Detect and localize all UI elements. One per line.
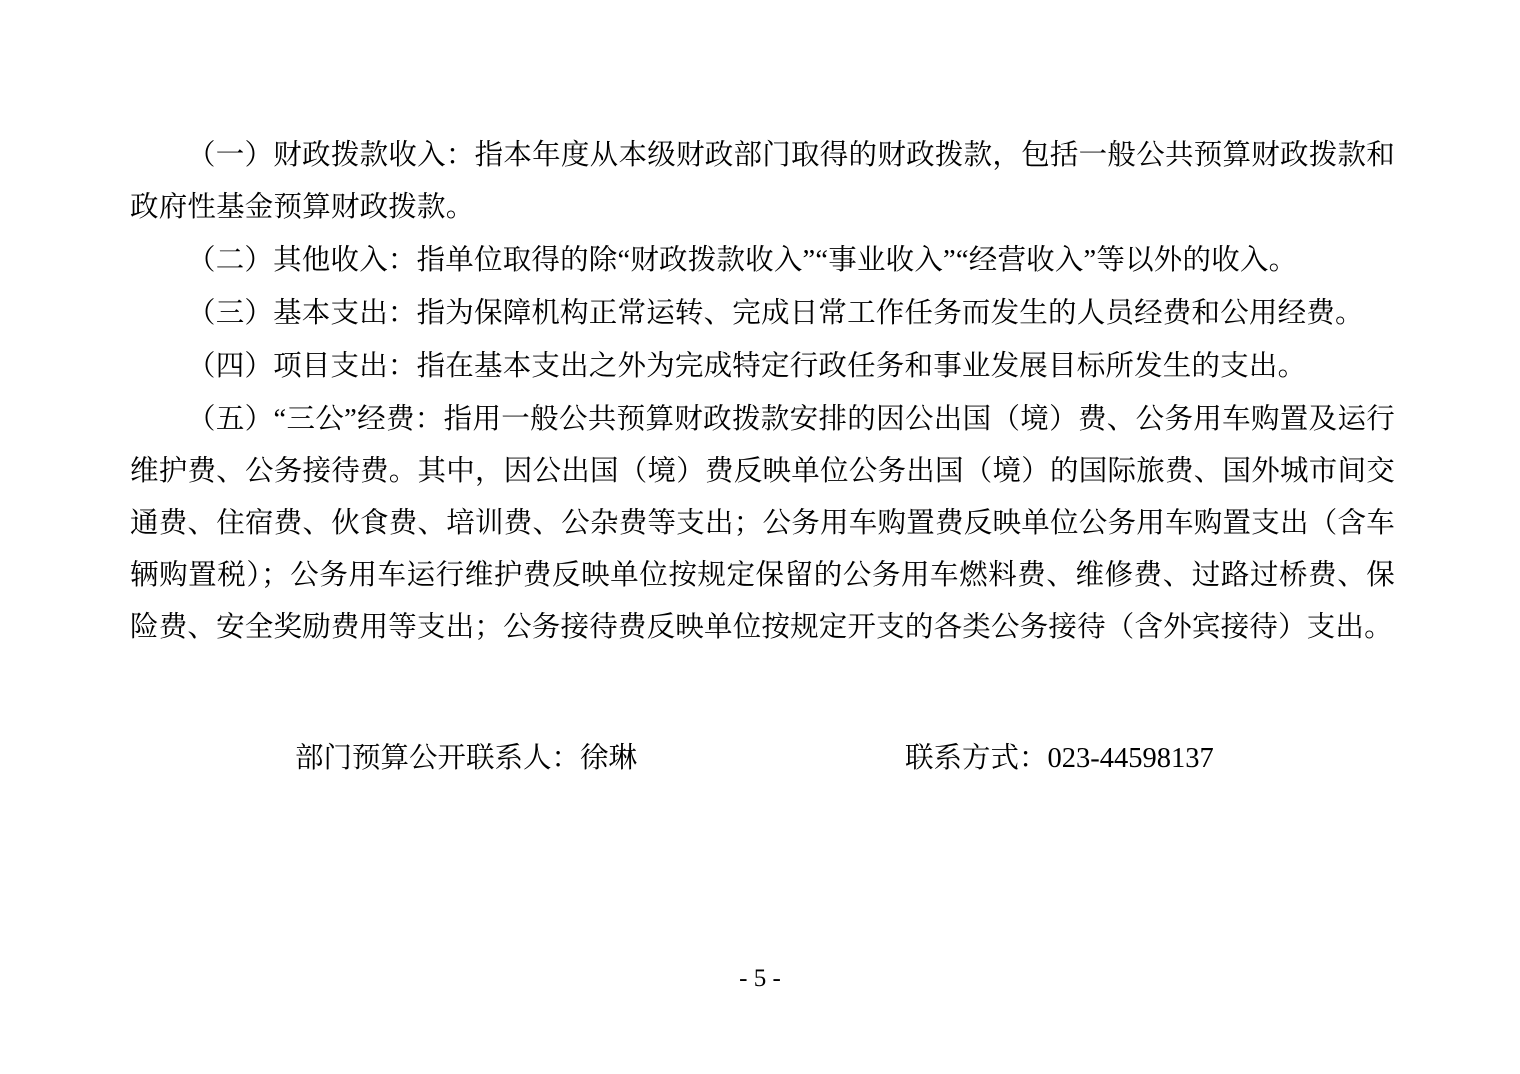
document-body (130, 130, 1395, 654)
paragraph-5: （五）“三公”经费：指用一般公共预算财政拨款安排的因公出国（境）费、公务用车购置及运行维护费、公务接待费。其中，因公出国（境）费反映单位公务出国（境）的国际旅费、国外城市间交通费、住宿费、伙食费、培训费、公杂费等支出；公务用车购置费反映单位公务用车购置支出（含车辆购置税）；公务用车运行维护费反映单位按规定保留的公务用车燃料费、维修费、过路过桥费、保险费、安全奖励费用等支出；公务接待费反映单位按规定开支的各类公务接待（含外宾接待）支出。 (130, 404, 1395, 643)
paragraph-4: （四）项目支出：指在基本支出之外为完成特定行政任务和事业发展目标所发生的支出。 (187, 351, 1307, 382)
contact-person: 部门预算公开联系人：徐琳 (295, 743, 638, 774)
paragraph-2: （二）其他收入：指单位取得的除“财政拨款收入”“事业收入”“经营收入”等以外的收入。 (187, 245, 1298, 276)
page-number: - 5 - (739, 965, 781, 992)
contact-method: 联系方式：023-44598137 (905, 743, 1214, 774)
paragraph-1: （一）财政拨款收入：指本年度从本级财政部门取得的财政拨款，包括一般公共预算财政拨款和政府性基金预算财政拨款。 (130, 140, 1395, 223)
paragraph-3: （三）基本支出：指为保障机构正常运转、完成日常工作任务而发生的人员经费和公用经费。 (187, 298, 1364, 329)
